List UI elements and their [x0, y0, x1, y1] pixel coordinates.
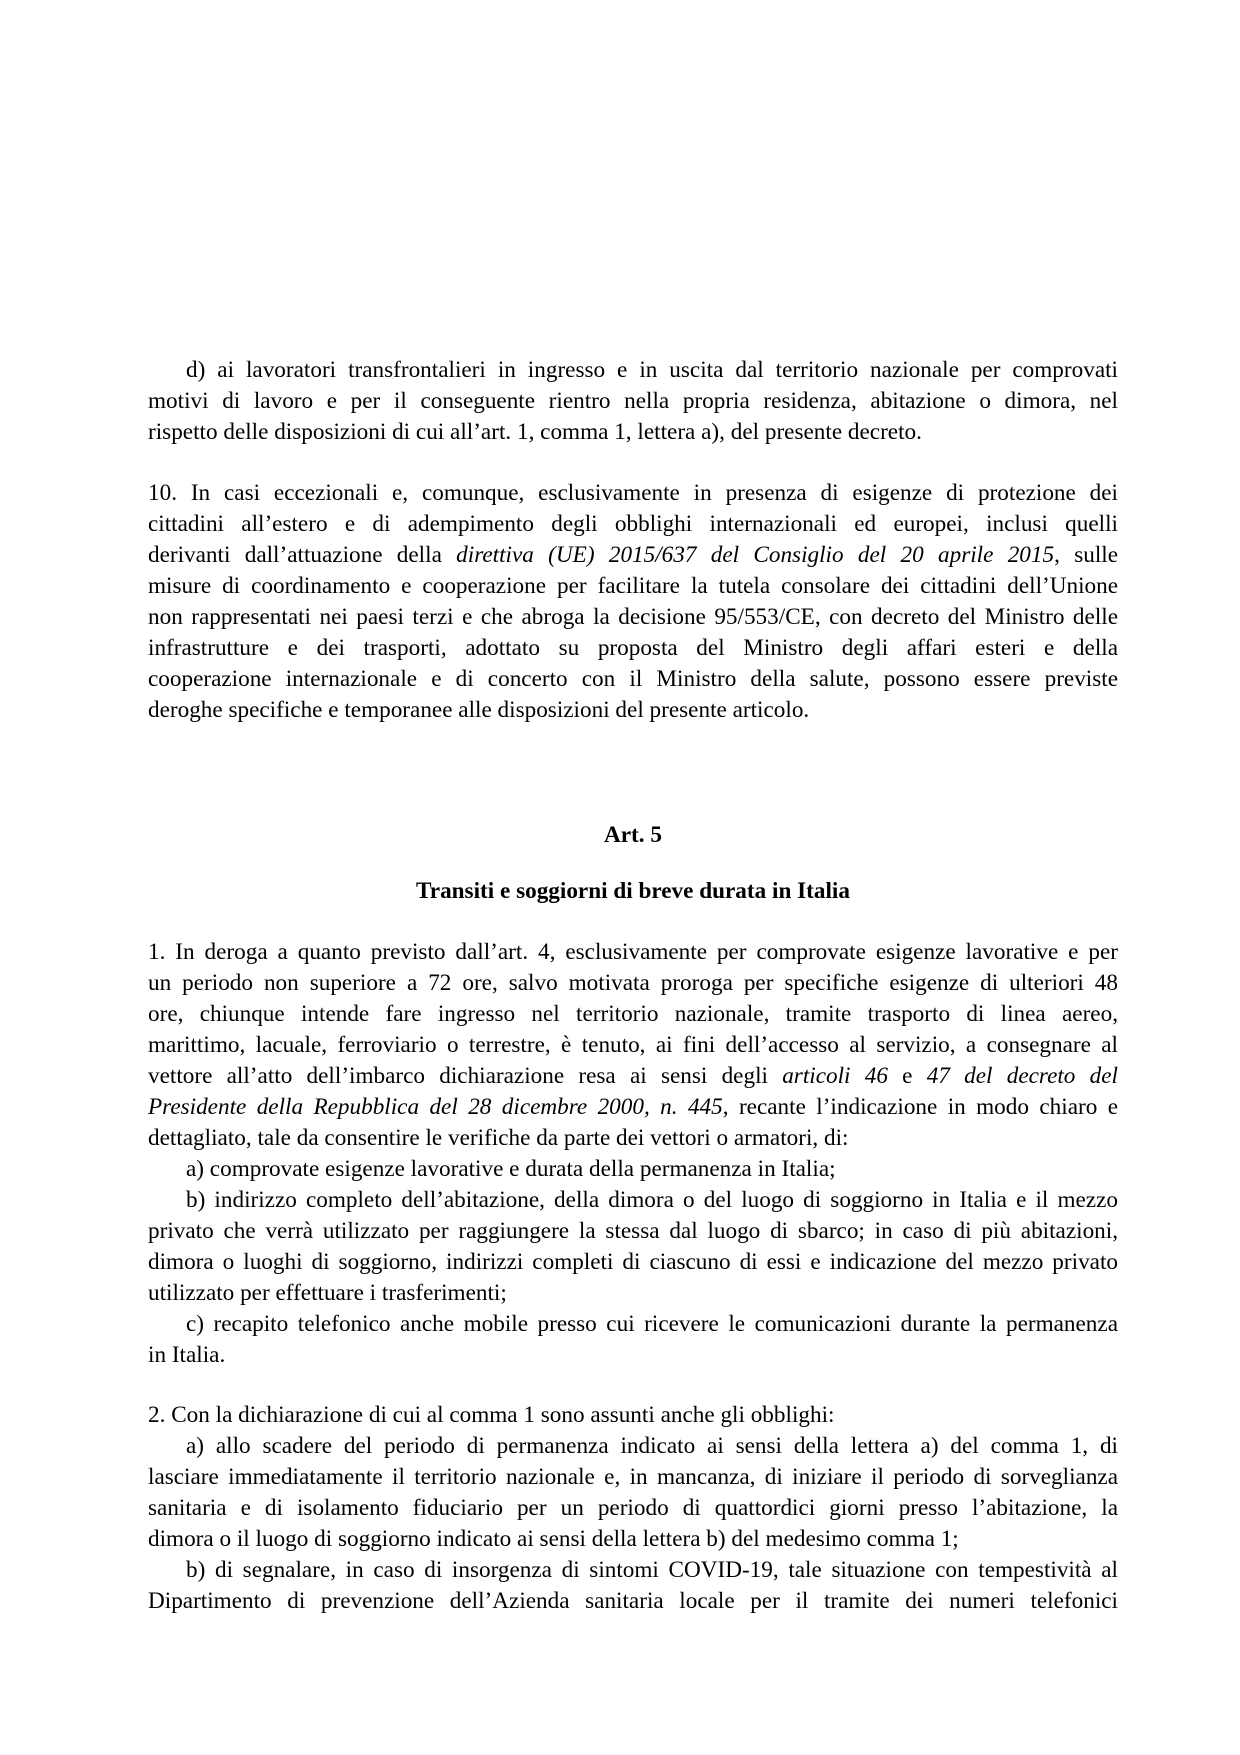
text-line: motivi di lavoro e per il conseguente rientro nella propria residenza, abitazione o dimora, nel — [148, 388, 1118, 414]
law-citation: 47 del decreto del — [926, 1063, 1118, 1089]
text-span: , recante l’indicazione in modo chiaro e — [722, 1094, 1118, 1120]
law-citation: articoli 46 — [782, 1063, 888, 1089]
text-line — [148, 1092, 1118, 1123]
text-line: un periodo non superiore a 72 ore, salvo motivata proroga per specifiche esigenze di ulteriori 48 — [148, 970, 1118, 996]
text-line: cittadini all’estero e di adempimento degli obblighi internazionali ed europei, inclusi quelli — [148, 511, 1118, 537]
text-line: non rappresentati nei paesi terzi e che abroga la decisione 95/553/CE, con decreto del Ministro delle — [148, 604, 1118, 630]
list-item-a: a) comprovate esigenze lavorative e durata della permanenza in Italia; — [186, 1156, 836, 1182]
text-line: 10. In casi eccezionali e, comunque, esclusivamente in presenza di esigenze di protezione dei — [148, 480, 1118, 506]
text-line: misure di coordinamento e cooperazione per facilitare la tutela consolare dei cittadini dell’Unione — [148, 573, 1118, 599]
text-line: utilizzato per effettuare i trasferimenti; — [148, 1280, 507, 1306]
text-span: derivanti dall’attuazione della — [148, 542, 457, 568]
text-line: deroghe specifiche e temporanee alle disposizioni del presente articolo. — [148, 697, 810, 723]
text-line: b) di segnalare, in caso di insorgenza di sintomi COVID-19, tale situazione con tempestività al — [186, 1557, 1118, 1583]
text-line: dimora o luoghi di soggiorno, indirizzi completi di ciascuno di essi e indicazione del mezzo privato — [148, 1249, 1118, 1275]
text-line: rispetto delle disposizioni di cui all’art. 1, comma 1, lettera a), del presente decreto. — [148, 419, 922, 445]
text-line: dimora o il luogo di soggiorno indicato ai sensi della lettera b) del medesimo comma 1; — [148, 1526, 959, 1552]
text-line: 2. Con la dichiarazione di cui al comma 1 sono assunti anche gli obblighi: — [148, 1402, 835, 1428]
text-span: , sulle — [1054, 542, 1118, 568]
text-line: infrastrutture e dei trasporti, adottato su proposta del Ministro degli affari esteri e della — [148, 635, 1118, 661]
text-line: in Italia. — [148, 1342, 226, 1368]
text-line: sanitaria e di isolamento fiduciario per un periodo di quattordici giorni presso l’abitazione, la — [148, 1495, 1118, 1521]
text-line: ore, chiunque intende fare ingresso nel territorio nazionale, tramite trasporto di linea aereo, — [148, 1001, 1118, 1027]
text-line: dettagliato, tale da consentire le verifiche da parte dei vettori o armatori, di: — [148, 1125, 849, 1151]
text-line: marittimo, lacuale, ferroviario o terrestre, è tenuto, ai fini dell’accesso al servizio, a consegnare al — [148, 1032, 1118, 1058]
text-line — [148, 540, 1118, 571]
text-line — [148, 1061, 1118, 1092]
text-span: e — [887, 1063, 927, 1089]
text-line: b) indirizzo completo dell’abitazione, della dimora o del luogo di soggiorno in Italia e il mezzo — [186, 1187, 1118, 1213]
text-line: cooperazione internazionale e di concerto con il Ministro della salute, possono essere previste — [148, 666, 1118, 692]
law-citation: Presidente della Repubblica del 28 dicembre 2000, n. 445 — [148, 1094, 723, 1120]
article-number: Art. 5 — [604, 822, 662, 848]
text-line: c) recapito telefonico anche mobile presso cui ricevere le comunicazioni durante la permanenza — [186, 1311, 1118, 1337]
directive-citation: direttiva (UE) 2015/637 del Consiglio del 20 aprile 2015 — [456, 542, 1055, 568]
text-span: vettore all’atto dell’imbarco dichiarazione resa ai sensi degli — [148, 1063, 783, 1089]
text-line: privato che verrà utilizzato per raggiungere la stessa dal luogo di sbarco; in caso di più abitazioni, — [148, 1218, 1118, 1244]
text-line: lasciare immediatamente il territorio nazionale e, in mancanza, di iniziare il periodo di sorveglianza — [148, 1464, 1118, 1490]
article-title: Transiti e soggiorni di breve durata in Italia — [416, 878, 850, 904]
text-line: 1. In deroga a quanto previsto dall’art. 4, esclusivamente per comprovate esigenze lavorative e per — [148, 939, 1118, 965]
text-line: a) allo scadere del periodo di permanenza indicato ai sensi della lettera a) del comma 1, di — [186, 1433, 1118, 1459]
text-line: d) ai lavoratori transfrontalieri in ingresso e in uscita dal territorio nazionale per comprovati — [186, 357, 1118, 383]
text-line: Dipartimento di prevenzione dell’Azienda sanitaria locale per il tramite dei numeri telefonici — [148, 1588, 1118, 1614]
